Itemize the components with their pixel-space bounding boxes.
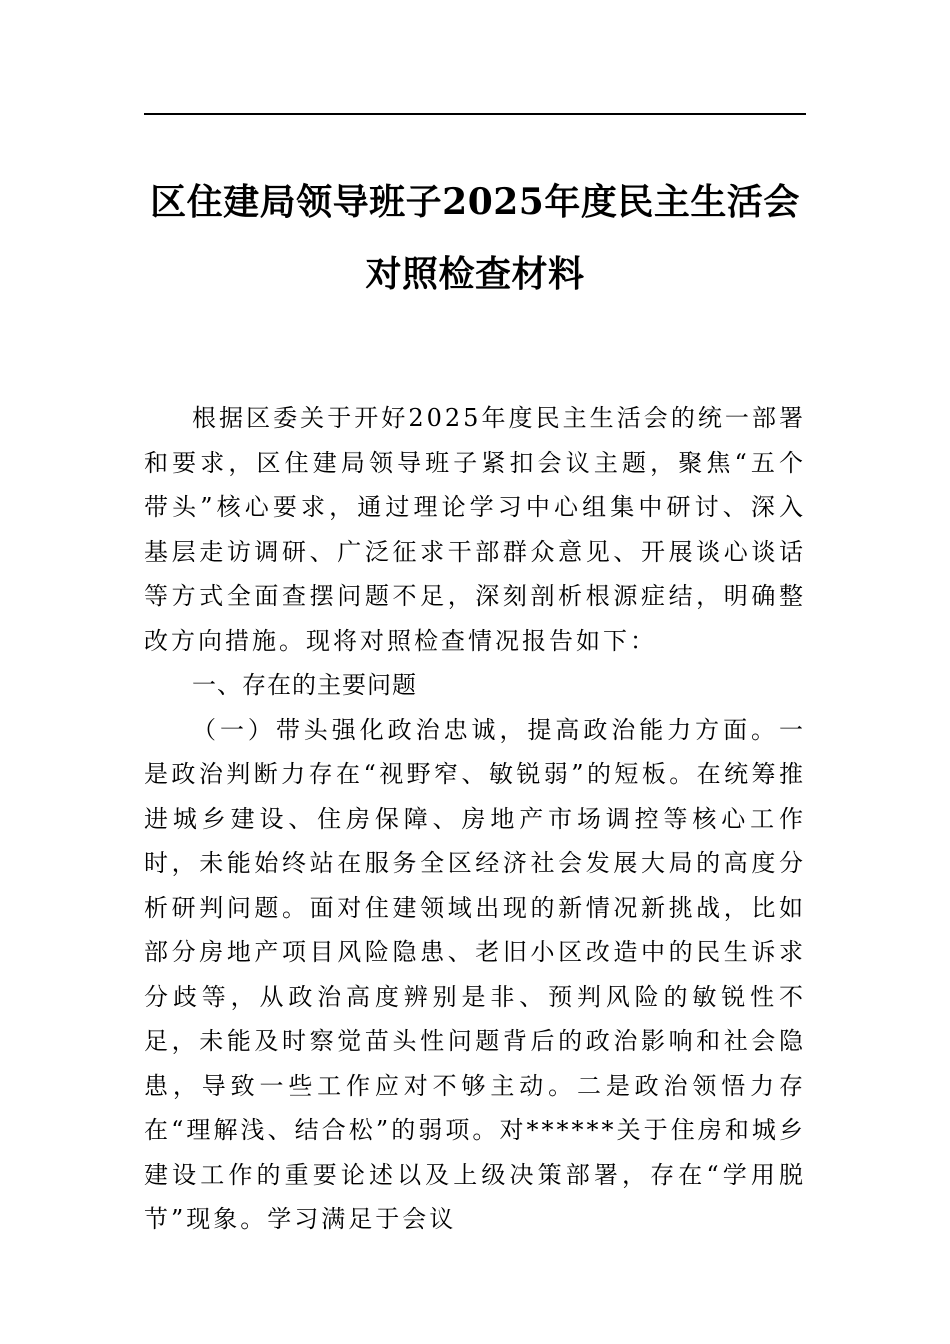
document-title: 区住建局领导班子2025年度民主生活会对照检查材料 xyxy=(150,181,800,295)
document-body xyxy=(144,396,806,1242)
intro-paragraph: 根据区委关于开好2025年度民主生活会的统一部署和要求，区住建局领导班子紧扣会议主题，聚焦“五个带头”核心要求，通过理论学习中心组集中研讨、深入基层走访调研、广泛征求干部群众意见、开展谈心谈话等方式全面查摆问题不足，深刻剖析根源症结，明确整改方向措施。现将对照检查情况报告如下： xyxy=(144,404,806,655)
header-rule xyxy=(144,113,806,115)
section-heading: 一、存在的主要问题 xyxy=(192,671,417,699)
subsection-paragraph: （一）带头强化政治忠诚，提高政治能力方面。一是政治判断力存在“视野窄、敏锐弱”的短板。在统筹推进城乡建设、住房保障、房地产市场调控等核心工作时，未能始终站在服务全区经济社会发展大局的高度分析研判问题。面对住建领域出现的新情况新挑战，比如部分房地产项目风险隐患、老旧小区改造中的民生诉求分歧等，从政治高度辨别是非、预判风险的敏锐性不足，未能及时察觉苗头性问题背后的政治影响和社会隐患，导致一些工作应对不够主动。二是政治领悟力存在“理解浅、结合松”的弱项。对******关于住房和城乡建设工作的重要论述以及上级决策部署，存在“学用脱节”现象。学习满足于会议 xyxy=(144,715,806,1233)
